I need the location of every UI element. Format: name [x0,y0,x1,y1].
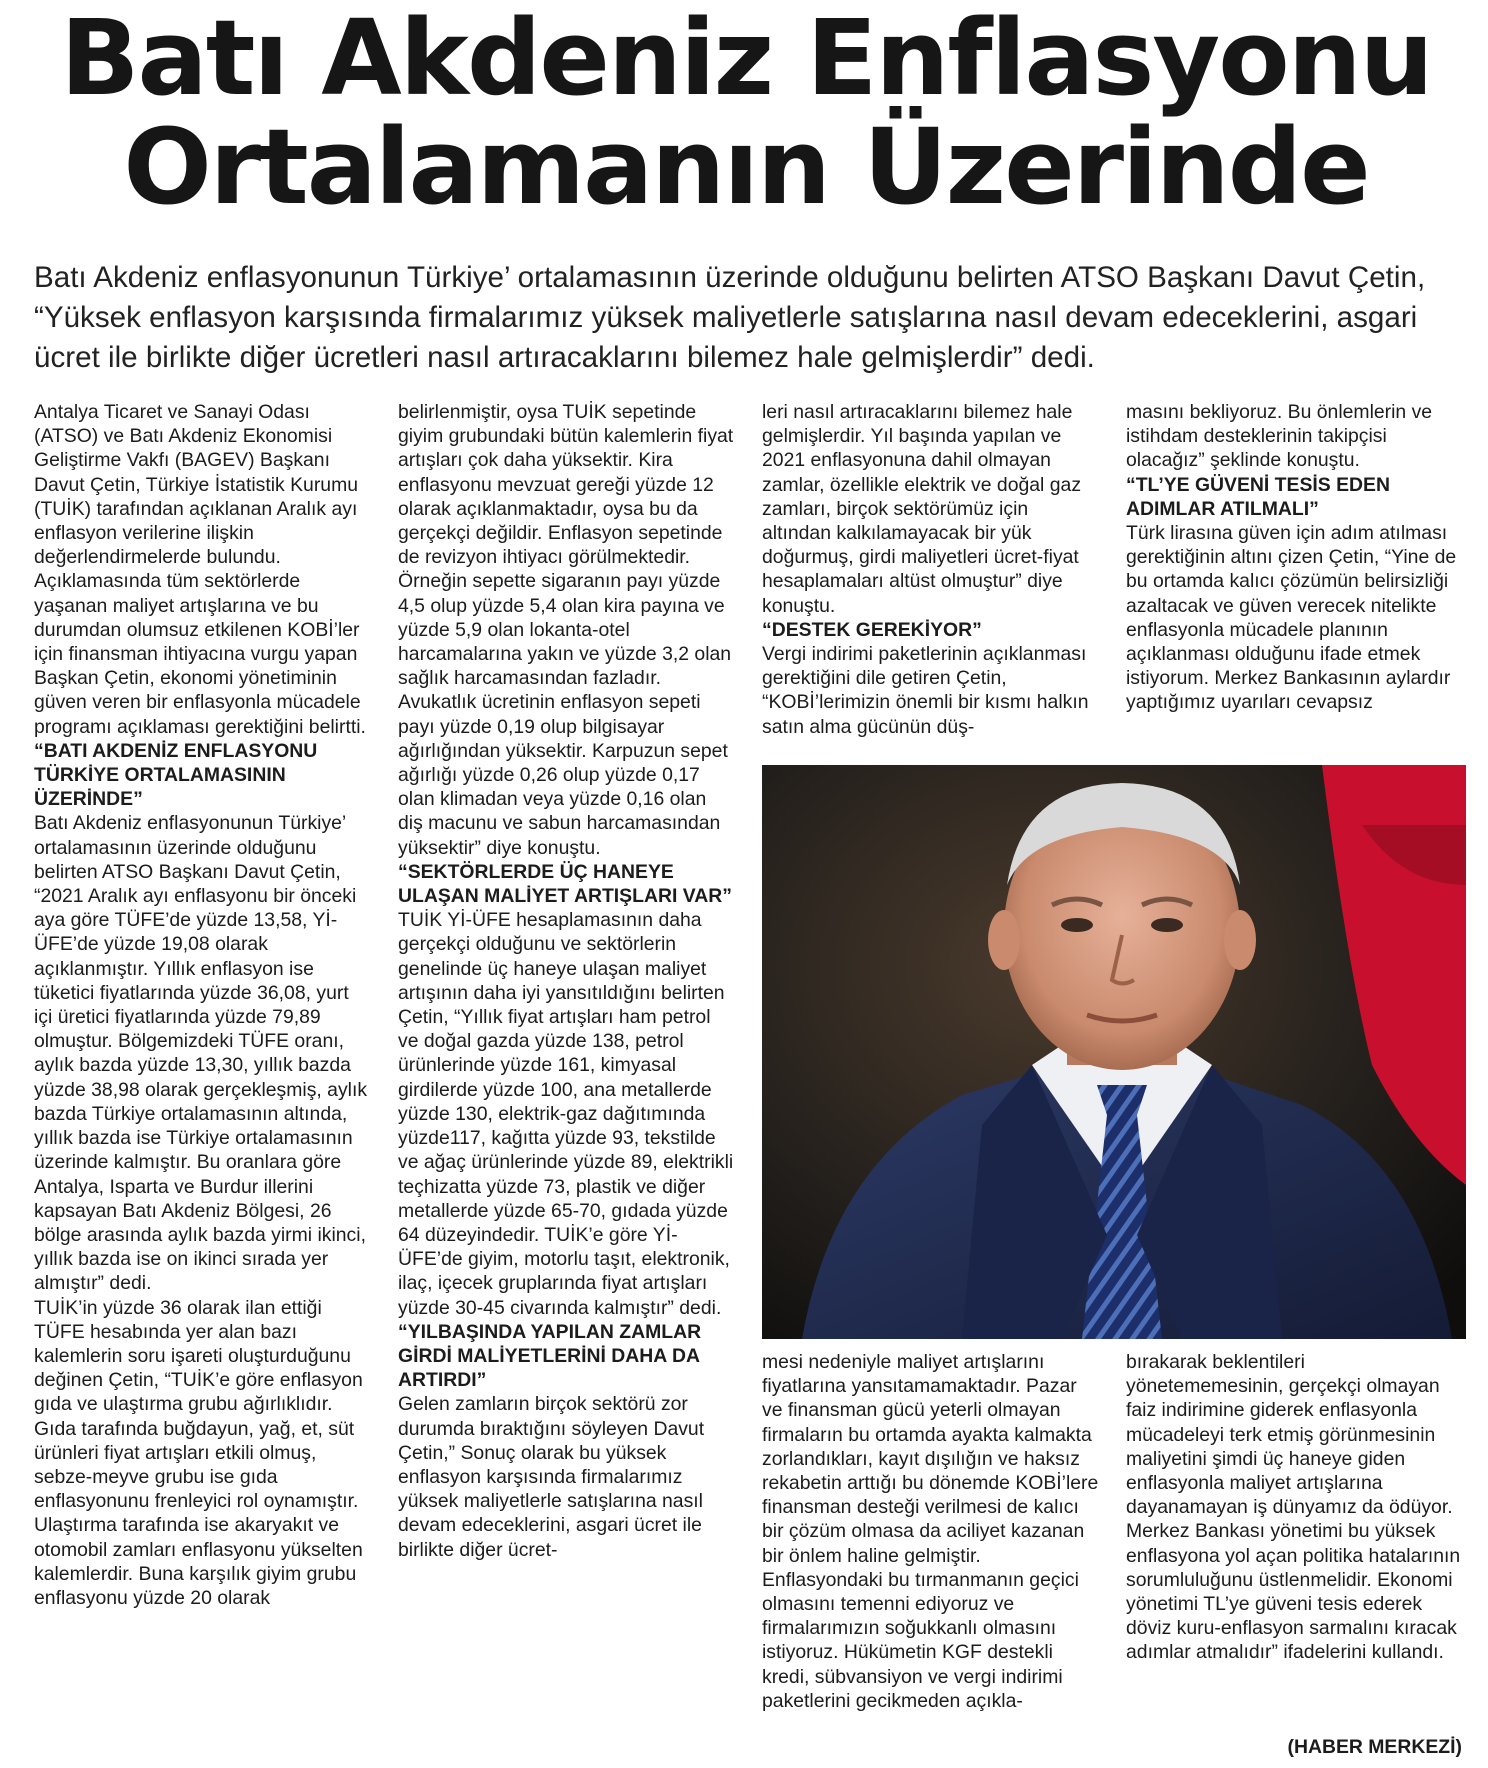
paragraph: Antalya Ticaret ve Sanayi Odası (ATSO) ve Batı Akdeniz Ekonomisi Geliştirme Vakfı (BAGEV) Başkanı Davut Çetin, Türkiye İstatistik Kurumu (TUİK) tarafından açıklanan Aralık ayı enflasyon verilerine ilişkin değerlendirmelerde bulundu. [34,401,359,569]
paragraph: TUİK’in yüzde 36 olarak ilan ettiği TÜFE hesabında yer alan bazı kalemlerin soru işareti oluşturduğunu değinen Çetin, “TUİK’e göre enflasyon gıda ve ulaştırma grubu ağırlıklıdır. Gıda tarafında buğdayun, yağ, et, süt ürünleri fiyat artışları etkili olmuş, sebze-meyve grubu ise gıda enflasyonunu frenleyici rol oynamıştır. Ulaştırma tarafında ise akaryakıt ve otomobil zamları enflasyonu yükselten kalemlerdir. Buna karşılık giyim grubu enflasyonu yüzde 20 olarak [34,1296,363,1609]
article-column-3-top [762,400,1100,739]
paragraph: masını bekliyoruz. Bu önlemlerin ve istihdam desteklerinin takipçisi olacağız” şeklinde konuştu. [1126,401,1433,472]
paragraph: mesi nedeniyle maliyet artışlarını fiyatlarına yansıtamamaktadır. Pazar ve finansman gücü yeterli olmayan firmaların bu ortamda ayakta kalmakta zorlandıkları, kayıt dışılığın ve haksız rekabetin arttığı bu dönemde KOBİ’lere finansman desteği verilmesi de kalıcı bir çözüm olmasa da aciliyet kazanan bir önlem haline gelmiştir. Enflasyondaki bu tırmanmanın geçici olmasını temenni ediyoruz ve firmalarımızın soğukkanlı olmasını istiyoruz. Hükümetin KGF destekli kredi, sübvansiyon ve vergi indirimi paketlerini gecikmeden açıkla- [762,1351,1099,1712]
portrait-photo [762,765,1466,1339]
paragraph: belirlenmiştir, oysa TUİK sepetinde giyim grubundaki bütün kalemlerin fiyat artışları çok daha yüksektir. Kira enflasyonu mevzuat gereği yüzde 12 olarak açıklanmaktadır, oysa bu da gerçekçi değildir. Enflasyon sepetinde de revizyon ihtiyacı görülmektedir. Örneğin sepette sigaranın payı yüzde 4,5 olup yüzde 5,4 olan kira payına ve yüzde 5,9 olan lokanta-otel harcamalarına yakın ve yüzde 3,2 olan sağlık harcamasından fazladır. Avukatlık ücretinin enflasyon sepeti payı yüzde 0,19 olup bilgisayar ağırlığından yüksektir. Karpuzun sepet ağırlığı yüzde 0,26 olup yüzde 0,17 olan klimadan veya yüzde 0,16 olan diş macunu ve sabun harcamasından yüksektir” diye konuştu. [398,401,734,859]
paragraph: Gelen zamların birçok sektörü zor durumda bıraktığını söyleyen Davut Çetin,” Sonuç olarak bu yüksek enflasyon karşısında firmalarımız yüksek maliyetlerle satışlarına nasıl devam edeceklerini, asgari ücret ile birlikte diğer ücret- [398,1393,705,1561]
paragraph: Türk lirasına güven için adım atılması gerektiğinin altını çizen Çetin, “Yine de bu ortamda kalıcı çözümün belirsizliği azaltacak ve güven verecek nitelikte enflasyonla mücadele planının açıklanması olduğunu ifade etmek istiyorum. Merkez Bankasının aylardır yaptığımız uyarıları cevapsız [1126,522,1457,714]
paragraph: bırakarak beklentileri yönetememesinin, gerçekçi olmayan faiz indirimine giderek enflasyonla mücadeleyi terk etmiş görünmesinin maliyetini şimdi üç haneye giden enflasyonla maliyet artışlarına dayanamayan iş dünyamız da ödüyor. Merkez Bankası yönetimi bu yüksek enflasyona yol açan politika hatalarının sorumluluğunu üstlenmelidir. Ekonomi yönetimi TL’ye güveni tesis ederek döviz kuru-enflasyon sarmalını kıracak adımlar atmalıdır” ifadelerini kullandı. [1126,1351,1461,1664]
headline-line-1: Batı Akdeniz Enflasyonu [60,0,1432,119]
portrait-illustration [762,765,1466,1339]
headline-line-2: Ortalamanın Üzerinde [123,106,1369,228]
paragraph: Vergi indirimi paketlerinin açıklanması gerektiğini dile getiren Çetin, “KOBİ’lerimizin önemli bir kısmı halkın satın alma gücünün düş- [762,643,1089,738]
paragraph: Batı Akdeniz enflasyonunun Türkiye’ ortalamasının üzerinde olduğunu belirten ATSO Başkanı Davut Çetin, “2021 Aralık ayı enflasyonu bir önceki aya göre TÜFE’de yüzde 13,58, Yİ-ÜFE’de yüzde 19,08 olarak açıklanmıştır. Yıllık enflasyon ise tüketici fiyatlarında yüzde 36,08, yurt içi üretici fiyatlarında yüzde 79,89 olmuştur. Bölgemizdeki TÜFE oranı, aylık bazda yüzde 13,30, yıllık bazda yüzde 38,98 olarak gerçekleşmiş, aylık bazda Türkiye ortalamasının altında, yıllık bazda ise Türkiye ortalamasının üzerinde kalmıştır. Bu oranlara göre Antalya, Isparta ve Burdur illerini kapsayan Batı Akdeniz Bölgesi, 26 bölge arasında aylık bazda yirmi ikinci, yıllık bazda ise on ikinci sırada yer almıştır” dedi. [34,812,368,1295]
article-column-4-top [1126,400,1464,715]
subheading: “BATI AKDENİZ ENFLASYONU TÜRKİYE ORTALAMASININ ÜZERİNDE” [34,739,318,811]
paragraph: TUİK Yİ-ÜFE hesaplamasının daha gerçekçi olduğunu ve sektörlerin genelinde üç haneye ulaşan maliyet artışının daha iyi yansıtıldığını belirten Çetin, “Yıllık fiyat artışları ham petrol ve doğal gazda yüzde 138, petrol ürünlerinde yüzde 161, kimyasal girdilerde yüzde 100, ana metallerde yüzde 130, elektrik-gaz dağıtımında yüzde117, kağıtta yüzde 93, tekstilde ve ağaç ürünlerinde yüzde 89, elektrikli teçhizatta yüzde 73, plastik ve diğer metallerde yüzde 65-70, gıdada yüzde 64 düzeyindedir. TUİK’e göre Yİ-ÜFE’de giyim, motorlu taşıt, elektronik, ilaç, içecek gruplarında fiyat artışları yüzde 30-45 civarında kalmıştır” dedi. [398,909,734,1319]
byline: (HABER MERKEZİ) [1287,1736,1462,1758]
lead-paragraph: Batı Akdeniz enflasyonunun Türkiye’ ortalamasının üzerinde olduğunu belirten ATSO Başkanı Davut Çetin, “Yüksek enflasyon karşısında firmalarımız yüksek maliyetlerle satışlarına nasıl devam edeceklerini, asgari ücret ile birlikte diğer ücretleri nasıl artıracaklarını bilemez hale gelmişlerdir” dedi. [34,261,1426,374]
subheading: “YILBAŞINDA YAPILAN ZAMLAR GİRDİ MALİYETLERİNİ DAHA DA ARTIRDI” [398,1320,702,1392]
subheading: “DESTEK GEREKİYOR” [762,618,982,641]
paragraph: leri nasıl artıracaklarını bilemez hale gelmişlerdir. Yıl başında yapılan ve 2021 enflasyonuna dahil olmayan zamlar, özellikle elektrik ve doğal gaz zamları, birçok sektörümüz için altından kalkılamayacak bir yük doğurmuş, girdi maliyetleri ücret-fiyat hesaplamaları altüst olmuştur” diye konuştu. [762,401,1082,617]
subheading: “TL’YE GÜVENİ TESİS EDEN ADIMLAR ATILMALI” [1126,473,1390,520]
article-column-2 [398,400,736,1562]
subheading: “SEKTÖRLERDE ÜÇ HANEYE ULAŞAN MALİYET ARTIŞLARI VAR” [398,860,732,908]
article-column-1 [34,400,372,1610]
article-column-3-bottom [762,1350,1100,1713]
paragraph: Açıklamasında tüm sektörlerde yaşanan maliyet artışlarına ve bu durumdan olumsuz etkilenen KOBİ’ler için finansman ihtiyacına vurgu yapan Başkan Çetin, ekonomi yönetiminin güven veren bir enflasyonla mücadele programı açıklaması gerektiğini belirtti. [34,570,366,738]
headline [20,0,1472,228]
article-column-4-bottom [1126,1350,1464,1665]
